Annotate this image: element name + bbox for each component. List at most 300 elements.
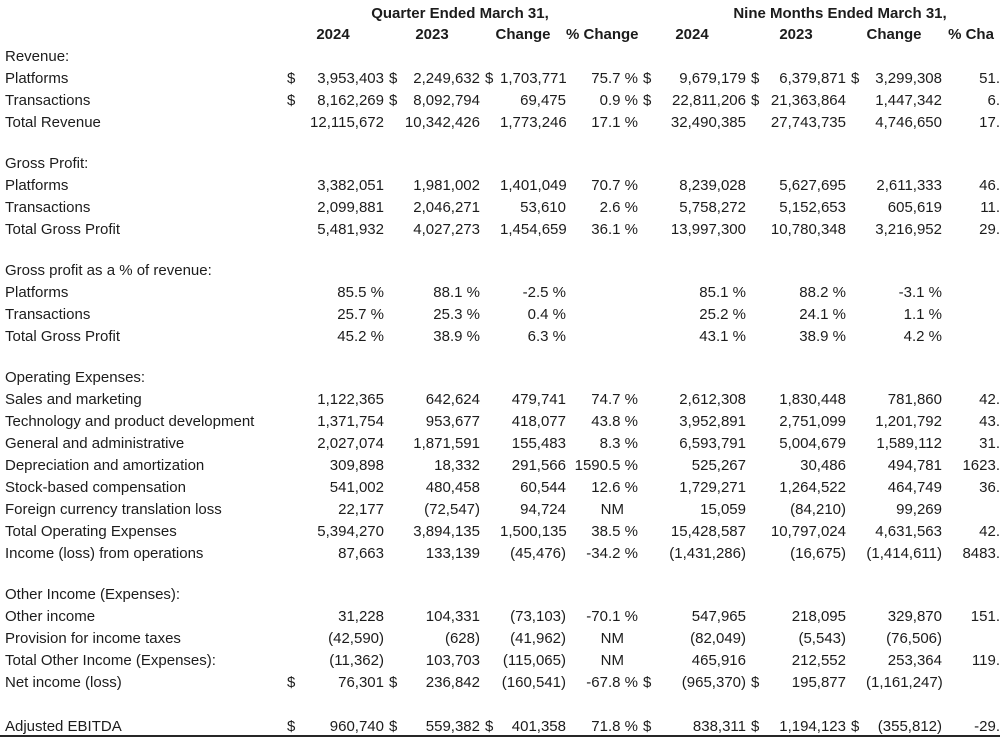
table-row [0, 521, 1000, 543]
section-label: Revenue: [5, 48, 70, 65]
table-row [0, 175, 1000, 197]
cell-value: 6. [987, 92, 1000, 109]
cell-value: 218,095 [791, 608, 846, 625]
table-row [0, 628, 1000, 650]
cell-value [638, 606, 656, 628]
cell-value: 960,740 [329, 718, 384, 735]
row-label: Transactions [5, 306, 91, 323]
cell-value: 22,177 [338, 501, 384, 518]
cell-value [384, 282, 404, 304]
cell-value [566, 326, 638, 348]
cell-value: 3,894,135 [413, 523, 480, 540]
cell-value: 8483. [962, 545, 1000, 562]
table-row [0, 433, 1000, 455]
cell-value [480, 606, 500, 628]
cell-value: 17. [979, 114, 1000, 131]
cell-value: 8.3 % [599, 435, 638, 452]
cell-value [282, 282, 300, 304]
dollar-sign: $ [485, 718, 494, 735]
cell-value: 11. [980, 199, 1000, 216]
cell-value [282, 112, 300, 134]
col-header-q-change: Change [495, 26, 551, 43]
cell-value [746, 304, 766, 326]
table-row [0, 326, 1000, 348]
row-label: Net income (loss) [5, 674, 122, 691]
cell-value [638, 455, 656, 477]
cell-value: (115,065) [502, 652, 566, 669]
cell-value: 25.2 % [699, 306, 746, 323]
cell-value: 5,627,695 [779, 177, 846, 194]
cell-value [846, 304, 866, 326]
cell-value: -67.8 % [586, 674, 638, 691]
cell-value [846, 455, 866, 477]
cell-value: 43.1 % [699, 328, 746, 345]
cell-value: 104,331 [425, 608, 480, 625]
cell-value: 12.6 % [591, 479, 638, 496]
row-label: Platforms [5, 177, 69, 194]
cell-value: 1.1 % [903, 306, 942, 323]
cell-value [746, 543, 766, 565]
cell-value [480, 90, 500, 112]
header-spacer [0, 24, 282, 46]
row-spacer [0, 134, 1000, 153]
cell-value [282, 606, 300, 628]
cell-value: 547,965 [691, 608, 746, 625]
cell-value [566, 304, 638, 326]
table-row [0, 389, 1000, 411]
cell-value [480, 304, 500, 326]
cell-value: 31,228 [338, 608, 384, 625]
cell-value: 1,703,771 [500, 70, 567, 87]
cell-value [384, 606, 404, 628]
cell-value [282, 628, 300, 650]
cell-value: 31. [979, 435, 1000, 452]
cell-value: 3,382,051 [317, 177, 384, 194]
cell-value: 43.8 % [591, 413, 638, 430]
row-label: Foreign currency translation loss [5, 501, 222, 518]
cell-value: 133,139 [425, 545, 480, 562]
cell-value [746, 219, 766, 241]
cell-value: 6,379,871 [779, 70, 846, 87]
cell-value: 8,092,794 [413, 92, 480, 109]
cell-value: 1623. [962, 457, 1000, 474]
cell-value [846, 650, 866, 672]
cell-value: 60,544 [520, 479, 566, 496]
group-header-row [0, 3, 1000, 24]
cell-value: 401,358 [511, 718, 566, 735]
cell-value: (355,812) [877, 718, 942, 735]
cell-value: 1,194,123 [779, 718, 846, 735]
section-row [0, 46, 1000, 68]
row-label: Transactions [5, 92, 91, 109]
cell-value: 87,663 [338, 545, 384, 562]
cell-value: 75.7 % [591, 70, 638, 87]
cell-value: 10,797,024 [770, 523, 846, 540]
cell-value [638, 282, 656, 304]
cell-value: 1,454,659 [500, 221, 567, 238]
section-row [0, 153, 1000, 175]
cell-value [638, 628, 656, 650]
cell-value: 21,363,864 [770, 92, 846, 109]
cell-value: 38.9 % [433, 328, 480, 345]
cell-value [282, 477, 300, 499]
cell-value: 559,382 [425, 718, 480, 735]
cell-value [638, 389, 656, 411]
cell-value [638, 112, 656, 134]
cell-value: 8,162,269 [317, 92, 384, 109]
cell-value [942, 672, 1000, 694]
cell-value [480, 389, 500, 411]
cell-value [480, 650, 500, 672]
cell-value: (628) [444, 630, 480, 647]
cell-value: 1,729,271 [679, 479, 746, 496]
cell-value [282, 411, 300, 433]
dollar-sign: $ [751, 674, 760, 691]
cell-value [942, 499, 1000, 521]
cell-value: 99,269 [896, 501, 942, 518]
dollar-sign: $ [643, 718, 652, 735]
cell-value: 71.8 % [591, 718, 638, 735]
cell-value [282, 499, 300, 521]
cell-value [746, 197, 766, 219]
cell-value: 36. [979, 479, 1000, 496]
cell-value [638, 499, 656, 521]
cell-value: 0.9 % [599, 92, 638, 109]
table-row [0, 90, 1000, 112]
row-label: Depreciation and amortization [5, 457, 205, 474]
cell-value [384, 543, 404, 565]
cell-value: 5,004,679 [779, 435, 846, 452]
cell-value [846, 499, 866, 521]
cell-value: (73,103) [510, 608, 566, 625]
dollar-sign: $ [287, 674, 296, 691]
cell-value [746, 628, 766, 650]
cell-value: 212,552 [791, 652, 846, 669]
table-row [0, 672, 1000, 694]
cell-value: -70.1 % [586, 608, 638, 625]
cell-value [846, 606, 866, 628]
cell-value [638, 521, 656, 543]
cell-value: 781,860 [887, 391, 942, 408]
cell-value: 119. [971, 652, 1000, 669]
cell-value: (5,543) [798, 630, 846, 647]
cell-value [746, 112, 766, 134]
cell-value: 0.4 % [527, 306, 566, 323]
row-label: Total Other Income (Expenses): [5, 652, 216, 669]
cell-value: 541,002 [329, 479, 384, 496]
cell-value: 464,749 [887, 479, 942, 496]
cell-value: (42,590) [328, 630, 384, 647]
cell-value [746, 175, 766, 197]
cell-value: 4,631,563 [875, 523, 942, 540]
cell-value: 1,201,792 [875, 413, 942, 430]
cell-value: NM [600, 630, 624, 647]
cell-value [846, 90, 866, 112]
cell-value [480, 282, 500, 304]
row-label: Sales and marketing [5, 391, 142, 408]
cell-value: 42. [979, 391, 1000, 408]
cell-value [846, 543, 866, 565]
cell-value: (1,161,247) [866, 674, 943, 691]
cell-value: 46. [979, 177, 1000, 194]
cell-value [384, 197, 404, 219]
cell-value: 465,916 [691, 652, 746, 669]
cell-value [480, 672, 500, 694]
column-header-row [0, 24, 1000, 46]
section-row [0, 584, 1000, 606]
col-header-q-pct-change: % Change [566, 26, 639, 43]
cell-value: (84,210) [790, 501, 846, 518]
cell-value [746, 282, 766, 304]
cell-value: 3,953,403 [317, 70, 384, 87]
cell-value [638, 175, 656, 197]
cell-value: (41,962) [510, 630, 566, 647]
table-row [0, 499, 1000, 521]
dollar-sign: $ [389, 70, 398, 87]
cell-value [942, 326, 1000, 348]
cell-value [480, 521, 500, 543]
cell-value: (72,547) [424, 501, 480, 518]
cell-value: 309,898 [329, 457, 384, 474]
cell-value [846, 389, 866, 411]
cell-value [942, 282, 1000, 304]
table-row [0, 477, 1000, 499]
cell-value: 22,811,206 [672, 92, 746, 109]
cell-value [480, 219, 500, 241]
cell-value [846, 175, 866, 197]
cell-value: 1,447,342 [875, 92, 942, 109]
cell-value [942, 304, 1000, 326]
cell-value: 4,746,650 [875, 114, 942, 131]
cell-value: 5,758,272 [679, 199, 746, 216]
cell-value: 2,611,333 [876, 177, 942, 194]
dollar-sign: $ [643, 70, 652, 87]
cell-value [384, 389, 404, 411]
row-spacer [0, 694, 1000, 716]
cell-value: NM [600, 652, 624, 669]
col-header-nm-2024: 2024 [675, 26, 709, 43]
cell-value [846, 326, 866, 348]
section-label: Gross Profit: [5, 155, 89, 172]
section-row [0, 367, 1000, 389]
cell-value: 838,311 [692, 718, 746, 735]
table-row [0, 282, 1000, 304]
cell-value [638, 304, 656, 326]
cell-value [282, 521, 300, 543]
cell-value: 253,364 [887, 652, 942, 669]
cell-value: 1,871,591 [413, 435, 480, 452]
row-label: Provision for income taxes [5, 630, 181, 647]
cell-value: 76,301 [338, 674, 384, 691]
cell-value: 155,483 [511, 435, 566, 452]
cell-value: 953,677 [425, 413, 480, 430]
cell-value [638, 477, 656, 499]
cell-value: 236,842 [425, 674, 480, 691]
cell-value [638, 219, 656, 241]
cell-value [746, 411, 766, 433]
cell-value [846, 282, 866, 304]
cell-value: 1,500,135 [500, 523, 567, 540]
cell-value: 1590.5 % [574, 457, 638, 474]
cell-value [480, 455, 500, 477]
cell-value: 30,486 [800, 457, 846, 474]
cell-value: 605,619 [887, 199, 942, 216]
cell-value: 2,249,632 [413, 70, 480, 87]
row-label: Total Revenue [5, 114, 101, 131]
cell-value: 151. [970, 608, 1000, 625]
cell-value [566, 282, 638, 304]
cell-value [384, 477, 404, 499]
cell-value [480, 112, 500, 134]
cell-value: (11,362) [329, 652, 384, 669]
cell-value: 1,401,049 [500, 177, 567, 194]
cell-value [746, 389, 766, 411]
dollar-sign: $ [389, 674, 398, 691]
cell-value: 1,122,365 [317, 391, 384, 408]
cell-value [480, 499, 500, 521]
cell-value [846, 112, 866, 134]
cell-value: 418,077 [511, 413, 566, 430]
cell-value: 3,299,308 [875, 70, 942, 87]
section-row [0, 260, 1000, 282]
quarter-ended-header: Quarter Ended March 31, [371, 5, 549, 22]
cell-value [480, 175, 500, 197]
cell-value [480, 197, 500, 219]
row-spacer [0, 348, 1000, 367]
cell-value [846, 477, 866, 499]
col-header-nm-2023: 2023 [779, 26, 813, 43]
cell-value [746, 521, 766, 543]
cell-value [942, 628, 1000, 650]
table-row [0, 455, 1000, 477]
cell-value: 6.3 % [527, 328, 566, 345]
cell-value: (1,431,286) [669, 545, 746, 562]
dollar-sign: $ [389, 92, 398, 109]
dollar-sign: $ [389, 718, 398, 735]
cell-value [282, 433, 300, 455]
cell-value [282, 197, 300, 219]
cell-value: (76,506) [886, 630, 942, 647]
col-header-q-2023: 2023 [415, 26, 449, 43]
dollar-sign: $ [751, 70, 760, 87]
row-label: Other income [5, 608, 96, 625]
row-label: Stock-based compensation [5, 479, 186, 496]
table-row [0, 650, 1000, 672]
cell-value [282, 304, 300, 326]
cell-value: 3,216,952 [875, 221, 942, 238]
dollar-sign: $ [851, 70, 860, 87]
cell-value: 5,152,653 [779, 199, 846, 216]
dollar-sign: $ [643, 674, 652, 691]
dollar-sign: $ [287, 718, 296, 735]
cell-value: 2.6 % [599, 199, 638, 216]
cell-value: 88.2 % [799, 284, 846, 301]
table-row [0, 112, 1000, 134]
cell-value: 38.9 % [799, 328, 846, 345]
section-label: Operating Expenses: [5, 369, 146, 386]
cell-value: 195,877 [791, 674, 846, 691]
cell-value: 10,342,426 [404, 114, 480, 131]
cell-value [638, 326, 656, 348]
cell-value [746, 606, 766, 628]
cell-value: 53,610 [520, 199, 566, 216]
cell-value: 18,332 [434, 457, 480, 474]
cell-value [846, 521, 866, 543]
row-label: Income (loss) from operations [5, 545, 204, 562]
row-label: Total Gross Profit [5, 221, 121, 238]
cell-value [384, 411, 404, 433]
cell-value: 15,428,587 [670, 523, 746, 540]
col-header-nm-change: Change [866, 26, 922, 43]
cell-value: 480,458 [425, 479, 480, 496]
cell-value: 4,027,273 [413, 221, 480, 238]
dollar-sign: $ [287, 70, 296, 87]
table-row [0, 68, 1000, 90]
cell-value: 85.5 % [337, 284, 384, 301]
col-header-q-2024: 2024 [316, 26, 350, 43]
cell-value: 27,743,735 [770, 114, 846, 131]
cell-value: 15,059 [700, 501, 746, 518]
cell-value [282, 219, 300, 241]
cell-value: 525,267 [691, 457, 746, 474]
group-header-spacer [0, 3, 282, 24]
cell-value: 2,046,271 [413, 199, 480, 216]
cell-value [638, 650, 656, 672]
cell-value: -34.2 % [586, 545, 638, 562]
cell-value [638, 433, 656, 455]
cell-value [638, 543, 656, 565]
cell-value: 6,593,791 [679, 435, 746, 452]
cell-value [480, 411, 500, 433]
row-label: Total Operating Expenses [5, 523, 177, 540]
cell-value [846, 411, 866, 433]
row-label: General and administrative [5, 435, 185, 452]
cell-value [638, 411, 656, 433]
cell-value: 8,239,028 [679, 177, 746, 194]
cell-value [480, 628, 500, 650]
cell-value [480, 326, 500, 348]
cell-value: 494,781 [887, 457, 942, 474]
cell-value: 5,394,270 [317, 523, 384, 540]
cell-value: 94,724 [520, 501, 566, 518]
section-label: Gross profit as a % of revenue: [5, 262, 212, 279]
cell-value: (82,049) [690, 630, 746, 647]
cell-value [282, 650, 300, 672]
cell-value: 10,780,348 [770, 221, 846, 238]
cell-value [384, 112, 404, 134]
cell-value: 1,830,448 [779, 391, 846, 408]
cell-value [384, 175, 404, 197]
cell-value: -29. [974, 718, 1000, 735]
cell-value [282, 175, 300, 197]
table-row [0, 197, 1000, 219]
row-label: Adjusted EBITDA [5, 718, 122, 735]
cell-value: 103,703 [425, 652, 480, 669]
dollar-sign: $ [851, 718, 860, 735]
row-spacer [0, 565, 1000, 584]
cell-value: 1,371,754 [317, 413, 384, 430]
cell-value: (45,476) [510, 545, 566, 562]
cell-value: 2,099,881 [317, 199, 384, 216]
cell-value: 642,624 [425, 391, 480, 408]
cell-value: 45.2 % [337, 328, 384, 345]
cell-value [384, 521, 404, 543]
cell-value: 329,870 [887, 608, 942, 625]
cell-value [746, 326, 766, 348]
cell-value: 85.1 % [699, 284, 746, 301]
cell-value [384, 628, 404, 650]
cell-value [480, 477, 500, 499]
